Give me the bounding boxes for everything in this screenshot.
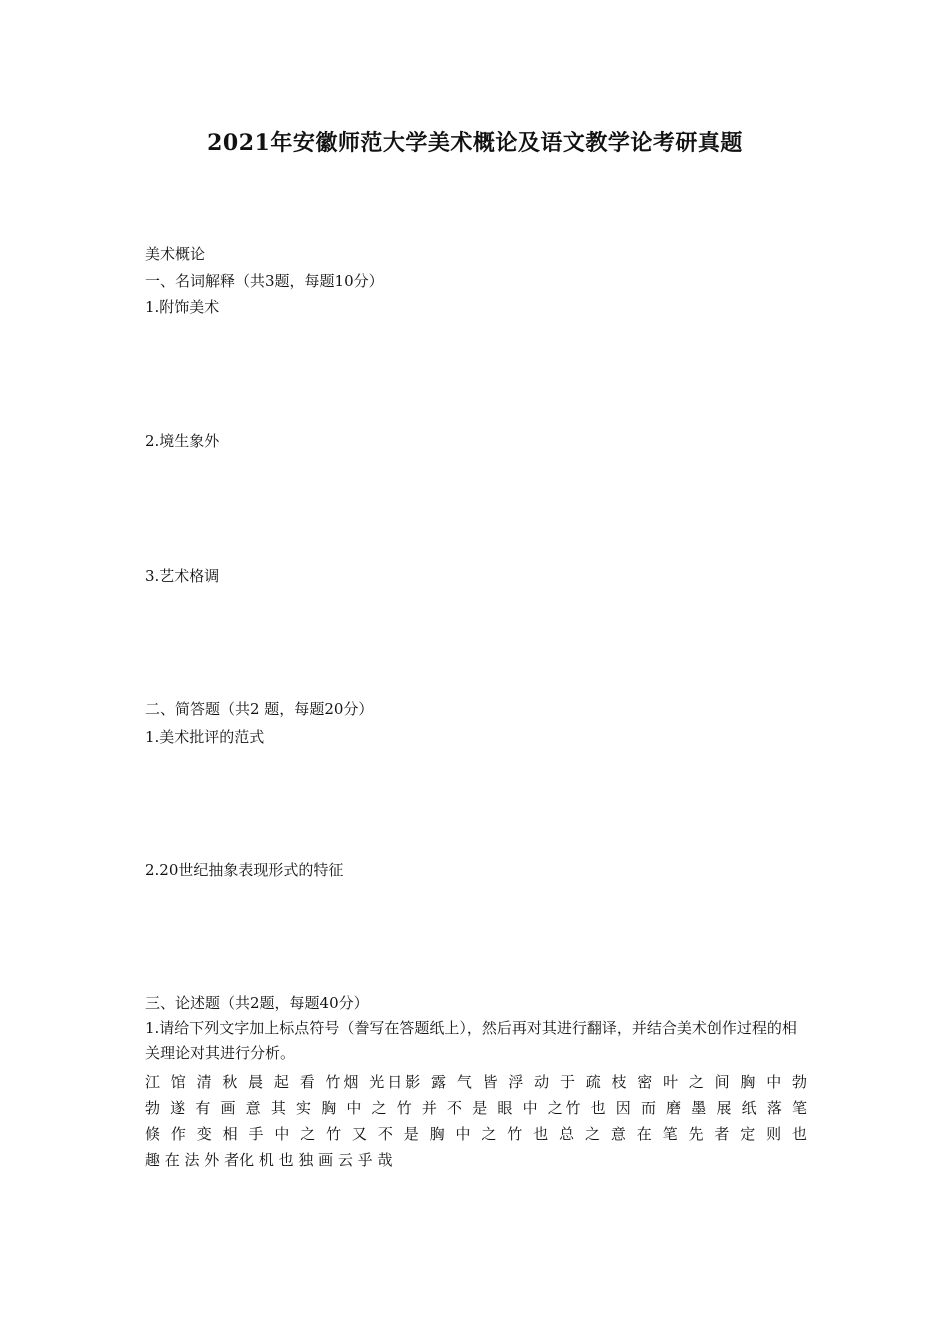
part1-item-2: 2.境生象外 <box>145 432 220 450</box>
passage-line-3: 倏 作 变 相 手 中 之 竹 又 不 是 胸 中 之 竹 也 总 之 意 在 笔 先 者 定 则 也 <box>145 1125 807 1143</box>
passage-line-4: 趣 在 法 外 者化 机 也 独 画 云 乎 哉 <box>145 1151 393 1169</box>
section-name: 美术概论 <box>145 245 206 263</box>
passage-line-2: 勃 遂 有 画 意 其 实 胸 中 之 竹 并 不 是 眼 中 之竹 也 因 而 磨 墨 展 纸 落 笔 <box>145 1099 807 1117</box>
part3-question: 1.请给下列文字加上标点符号（誊写在答题纸上），然后再对其进行翻译，并结合美术创作过程的相关理论对其进行分析。 <box>145 1019 797 1062</box>
classical-passage <box>145 1069 807 1173</box>
document-title: 2021年安徽师范大学美术概论及语文教学论考研真题 <box>207 130 743 156</box>
part2-item-1: 1.美术批评的范式 <box>145 728 265 746</box>
part2-heading: 二、简答题（共2 题，每题20分） <box>145 700 374 718</box>
passage-line-1: 江 馆 清 秋 晨 起 看 竹烟 光日影 露 气 皆 浮 动 于 疏 枝 密 叶 之 间 胸 中 勃 <box>145 1073 807 1091</box>
part3-heading: 三、论述题（共2题，每题40分） <box>145 994 369 1012</box>
part1-item-3: 3.艺术格调 <box>145 567 220 585</box>
part1-item-1: 1.附饰美术 <box>145 298 220 316</box>
part2-item-2: 2.20世纪抽象表现形式的特征 <box>145 861 344 879</box>
part1-heading: 一、名词解释（共3题，每题10分） <box>145 272 384 290</box>
